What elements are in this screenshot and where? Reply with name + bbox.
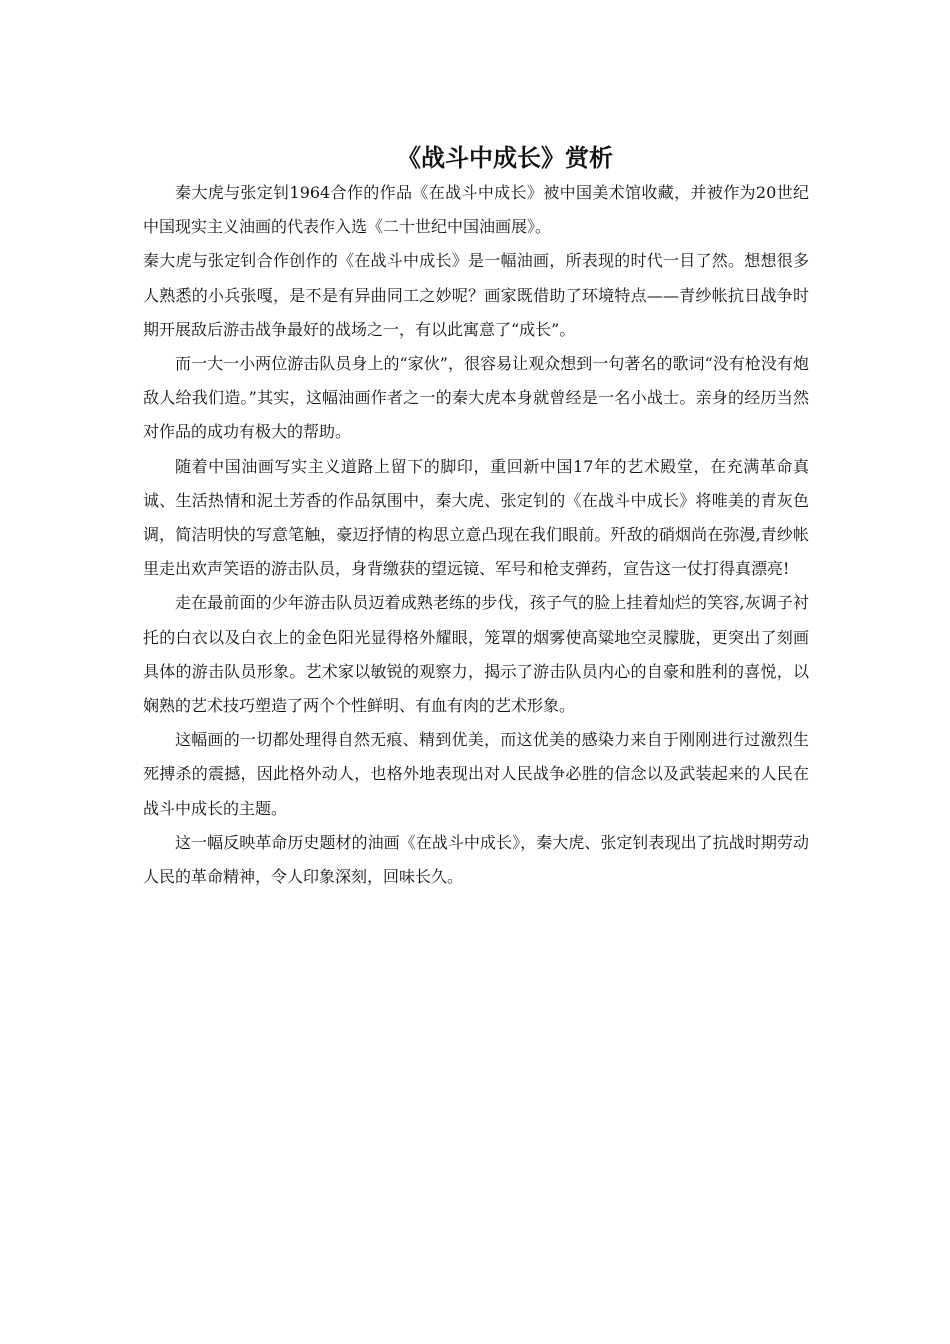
- paragraph-1: 秦大虎与张定钊1964合作的作品《在战斗中成长》被中国美术馆收藏，并被作为20世纪中国现实主义油画的代表作入选《二十世纪中国油画展》。: [143, 183, 809, 237]
- paragraph-4: 随着中国油画写实主义道路上留下的脚印，重回新中国17年的艺术殿堂，在充满革命真诚、生活热情和泥土芳香的作品氛围中，秦大虎、张定钊的《在战斗中成长》将唯美的青灰色调，简洁明快的写意笔触，豪迈抒情的构思立意凸现在我们眼前。歼敌的硝烟尚在弥漫,青纱帐里走出欢声笑语的游击队员，身背缴获的望远镜、军号和枪支弹药，宣告这一仗打得真漂亮!: [143, 456, 809, 579]
- paragraph-7: 这一幅反映革命历史题材的油画《在战斗中成长》，秦大虎、张定钊表现出了抗战时期劳动人民的革命精神，令人印象深刻，回味长久。: [143, 832, 809, 887]
- paragraph-2: 秦大虎与张定钊合作创作的《在战斗中成长》是一幅油画，所表现的时代一目了然。想想很多人熟悉的小兵张嘎，是不是有异曲同工之妙呢？画家既借助了环境特点——青纱帐抗日战争时期开展敌后游击战争最好的战场之一，有以此寓意了“成长”。: [143, 251, 809, 339]
- article-body: [143, 176, 809, 894]
- page-title: 《战斗中成长》赏析: [397, 144, 613, 173]
- paragraph-5: 走在最前面的少年游击队员迈着成熟老练的步伐，孩子气的脸上挂着灿烂的笑容,灰调子衬托的白衣以及白衣上的金色阳光显得格外耀眼，笼罩的烟雾使高粱地空灵朦胧，更突出了刻画具体的游击队员形象。艺术家以敏锐的观察力，揭示了游击队员内心的自豪和胜利的喜悦，以娴熟的艺术技巧塑造了两个个性鲜明、有血有肉的艺术形象。: [143, 593, 809, 716]
- paragraph-6: 这幅画的一切都处理得自然无痕、精到优美，而这优美的感染力来自于刚刚进行过激烈生死搏杀的震撼，因此格外动人，也格外地表现出对人民战争必胜的信念以及武装起来的人民在战斗中成长的主题。: [143, 730, 809, 818]
- paragraph-3: 而一大一小两位游击队员身上的“家伙”，很容易让观众想到一句著名的歌词“没有枪没有炮敌人给我们造。”其实，这幅油画作者之一的秦大虎本身就曾经是一名小战士。亲身的经历当然对作品的成功有极大的帮助。: [143, 354, 809, 442]
